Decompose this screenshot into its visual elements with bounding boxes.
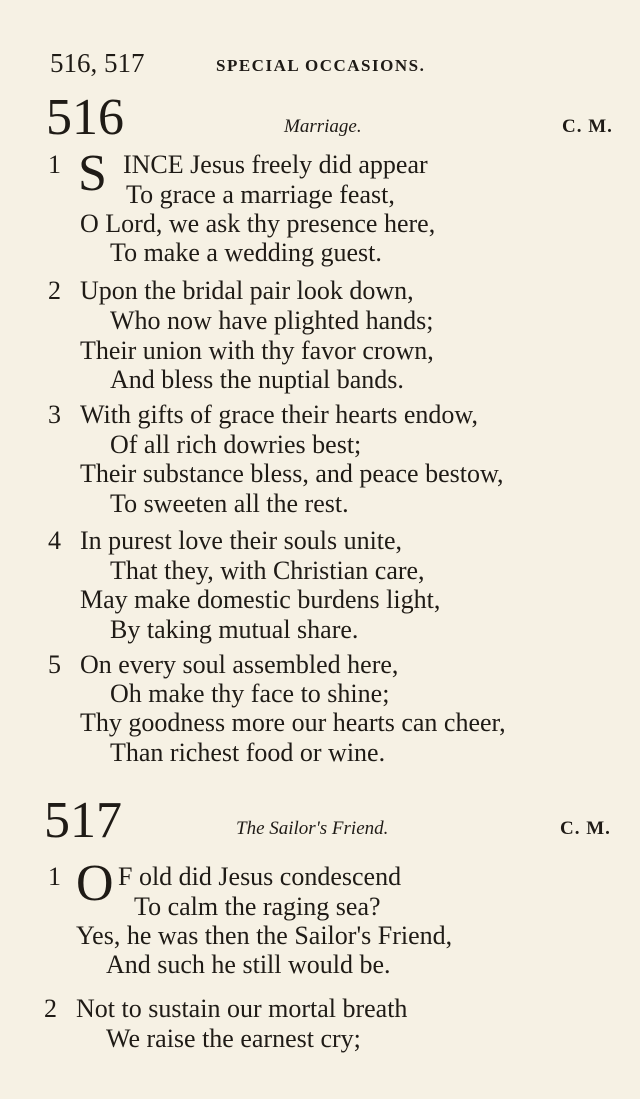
verse-line: Thy goodness more our hearts can cheer,: [80, 708, 506, 737]
hymn-number: 516: [46, 89, 124, 146]
verse-number: 4: [48, 526, 61, 555]
hymn-title: Marriage.: [284, 116, 362, 137]
verse-line: With gifts of grace their hearts endow,: [80, 400, 478, 429]
verse-line: In purest love their souls unite,: [80, 526, 403, 555]
drop-cap: O: [76, 855, 114, 912]
verse-line: By taking mutual share.: [110, 615, 359, 644]
verse-number: 2: [48, 276, 61, 305]
verse-line: May make domestic burdens light,: [80, 585, 441, 614]
verse-line: To make a wedding guest.: [110, 238, 382, 267]
verse-line: Not to sustain our mortal breath: [76, 994, 408, 1023]
section-title: SPECIAL OCCASIONS.: [216, 56, 426, 75]
verse-line: INCE Jesus freely did appear: [123, 150, 428, 179]
verse-line: That they, with Christian care,: [110, 556, 425, 585]
verse-number: 3: [48, 400, 61, 429]
hymn-number: 517: [44, 792, 122, 849]
page-numbers: 516, 517: [50, 48, 145, 78]
verse-number: 5: [48, 650, 61, 679]
verse-line: Oh make thy face to shine;: [110, 679, 390, 708]
verse-line: We raise the earnest cry;: [106, 1024, 361, 1053]
hymn-meter: C. M.: [562, 116, 613, 137]
verse-line: To sweeten all the rest.: [110, 489, 349, 518]
verse-line: On every soul assembled here,: [80, 650, 399, 679]
verse-number: 2: [44, 994, 57, 1023]
verse-line: Yes, he was then the Sailor's Friend,: [76, 921, 453, 950]
hymn-meter: C. M.: [560, 818, 611, 839]
verse-line: Their substance bless, and peace bestow,: [80, 459, 504, 488]
verse-line: Upon the bridal pair look down,: [80, 276, 414, 305]
verse-line: To grace a marriage feast,: [126, 180, 395, 209]
verse-line: Who now have plighted hands;: [110, 306, 434, 335]
verse-line: F old did Jesus condescend: [118, 862, 402, 891]
verse-number: 1: [48, 862, 61, 891]
verse-line: And bless the nuptial bands.: [110, 365, 404, 394]
hymn-title: The Sailor's Friend.: [236, 818, 389, 839]
verse-line: And such he still would be.: [106, 950, 391, 979]
verse-line: O Lord, we ask thy presence here,: [80, 209, 436, 238]
verse-number: 1: [48, 150, 61, 179]
verse-line: Than richest food or wine.: [110, 738, 386, 767]
verse-line: To calm the raging sea?: [134, 892, 381, 921]
drop-cap: S: [78, 145, 107, 202]
verse-line: Of all rich dowries best;: [110, 430, 362, 459]
verse-line: Their union with thy favor crown,: [80, 336, 434, 365]
